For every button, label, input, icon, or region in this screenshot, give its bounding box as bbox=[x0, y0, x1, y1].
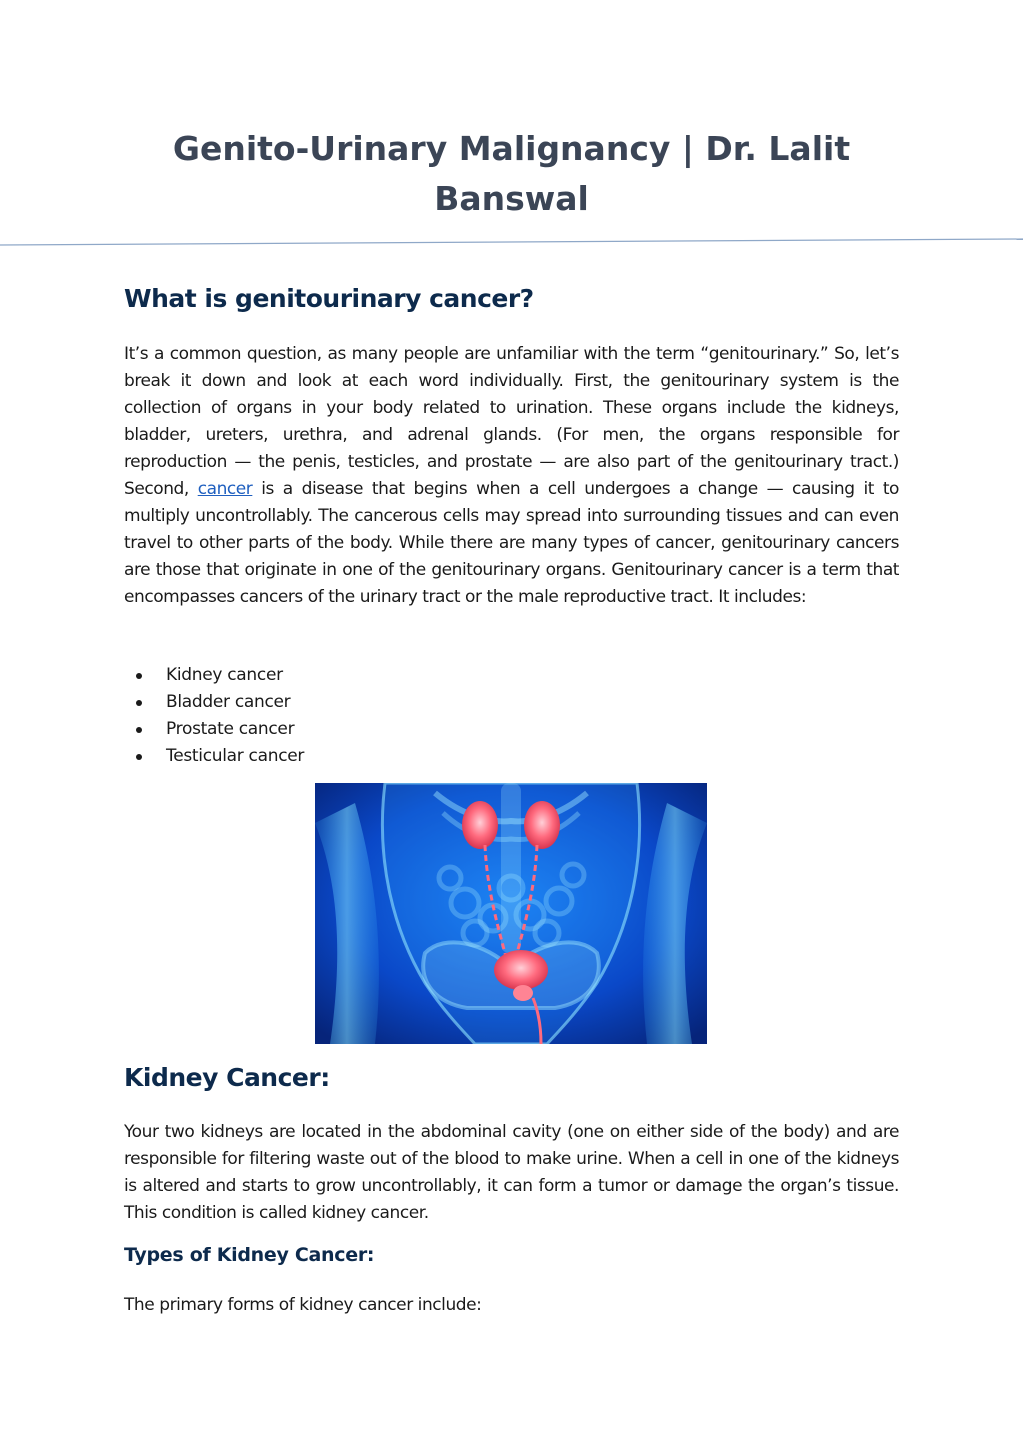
bullet-icon bbox=[136, 700, 142, 706]
list-item-label: Kidney cancer bbox=[166, 665, 283, 685]
paragraph-text: is a disease that begins when a cell undergoes a change — causing it to multiply uncontrollably. The cancerous cells may spread into surrounding tissues and can even travel to other parts of the body. While there are many types of cancer, genitourinary cancers are those that originate in one of the genitourinary organs. Genitourinary cancer is a term that encompasses cancers of the urinary tract or the male reproductive tract. It includes: bbox=[124, 479, 899, 607]
section-heading-genitourinary: What is genitourinary cancer? bbox=[124, 284, 534, 313]
list-item-label: Prostate cancer bbox=[166, 719, 295, 739]
genitourinary-paragraph bbox=[124, 341, 899, 611]
list-item bbox=[124, 689, 304, 716]
cancer-types-list bbox=[124, 662, 304, 770]
list-item bbox=[124, 662, 304, 689]
bullet-icon bbox=[136, 727, 142, 733]
kidney-cancer-paragraph: Your two kidneys are located in the abdominal cavity (one on either side of the body) and are responsible for filtering waste out of the blood to make urine. When a cell in one of the kidneys is altered and starts to grow uncontrollably, it can form a tumor or damage the organ’s tissue. This condition is called kidney cancer. bbox=[124, 1122, 899, 1223]
list-item bbox=[124, 716, 304, 743]
subheading-types-of-kidney-cancer: Types of Kidney Cancer: bbox=[124, 1244, 375, 1266]
title-divider bbox=[0, 0, 1023, 250]
cancer-link[interactable]: cancer bbox=[197, 479, 253, 499]
document-title: Genito-Urinary Malignancy | Dr. Lalit Banswal bbox=[172, 129, 851, 218]
bullet-icon bbox=[136, 673, 142, 679]
list-item-label: Testicular cancer bbox=[166, 746, 305, 766]
list-item bbox=[124, 743, 304, 770]
list-item-label: Bladder cancer bbox=[166, 692, 291, 712]
urinary-system-illustration bbox=[315, 783, 707, 1044]
kidney-types-intro: The primary forms of kidney cancer include: bbox=[124, 1295, 482, 1315]
section-heading-kidney-cancer: Kidney Cancer: bbox=[124, 1063, 330, 1092]
paragraph-text: It’s a common question, as many people are unfamiliar with the term “genitourinary.” So, let’s break it down and look at each word individually. First, the genitourinary system is the collection of organs in your body related to urination. These organs include the kidneys, bladder, ureters, urethra, and adrenal glands. (For men, the organs responsible for reproduction — the penis, testicles, and prostate — are also part of the genitourinary tract.) Second, bbox=[124, 344, 899, 499]
bullet-icon bbox=[136, 754, 142, 760]
